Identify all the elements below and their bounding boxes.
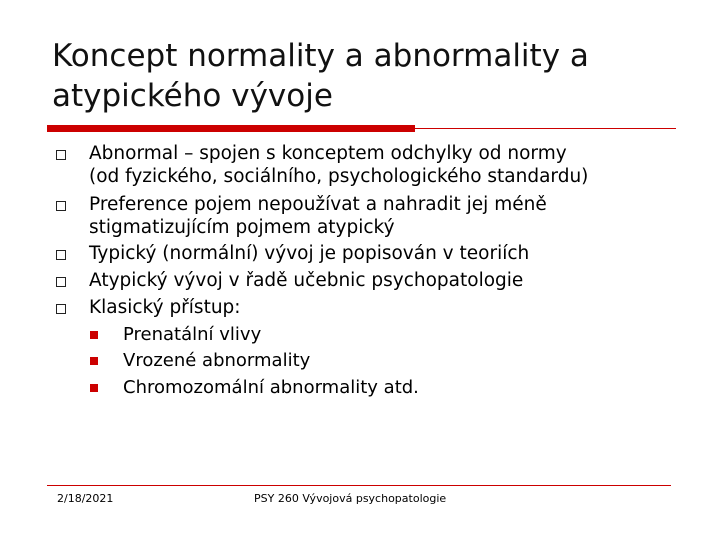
footer-date: 2/18/2021 [57, 492, 114, 505]
bullet-text: Abnormal – spojen s konceptem odchylky od normy (od fyzického, sociálního, psychologického standardu) [89, 143, 589, 187]
title-underline-thin [415, 128, 676, 129]
bullet-text: Preference pojem nepoužívat a nahradit jej méně stigmatizujícím pojmem atypický [89, 194, 547, 238]
footer-course-label: PSY 260 Vývojová psychopatologie [254, 492, 447, 505]
hollow-square-bullet-icon [56, 201, 66, 211]
title-underline-thick [47, 125, 415, 132]
filled-square-bullet-icon [90, 331, 98, 339]
hollow-square-bullet-icon [56, 277, 66, 287]
bullet-text: Typický (normální) vývoj je popisován v teoriích [89, 243, 530, 264]
hollow-square-bullet-icon [56, 150, 66, 160]
filled-square-bullet-icon [90, 357, 98, 365]
bullet-text: Klasický přístup: [89, 297, 241, 318]
sub-bullet-text: Chromozomální abnormality atd. [123, 377, 419, 398]
sub-bullet-text: Prenatální vlivy [123, 324, 262, 345]
slide-title: Koncept normality a abnormality a atypického vývoje [52, 38, 589, 114]
filled-square-bullet-icon [90, 384, 98, 392]
hollow-square-bullet-icon [56, 250, 66, 260]
sub-bullet-text: Vrozené abnormality [123, 350, 311, 371]
hollow-square-bullet-icon [56, 304, 66, 314]
bullet-text: Atypický vývoj v řadě učebnic psychopatologie [89, 270, 524, 291]
footer-divider [47, 485, 671, 486]
